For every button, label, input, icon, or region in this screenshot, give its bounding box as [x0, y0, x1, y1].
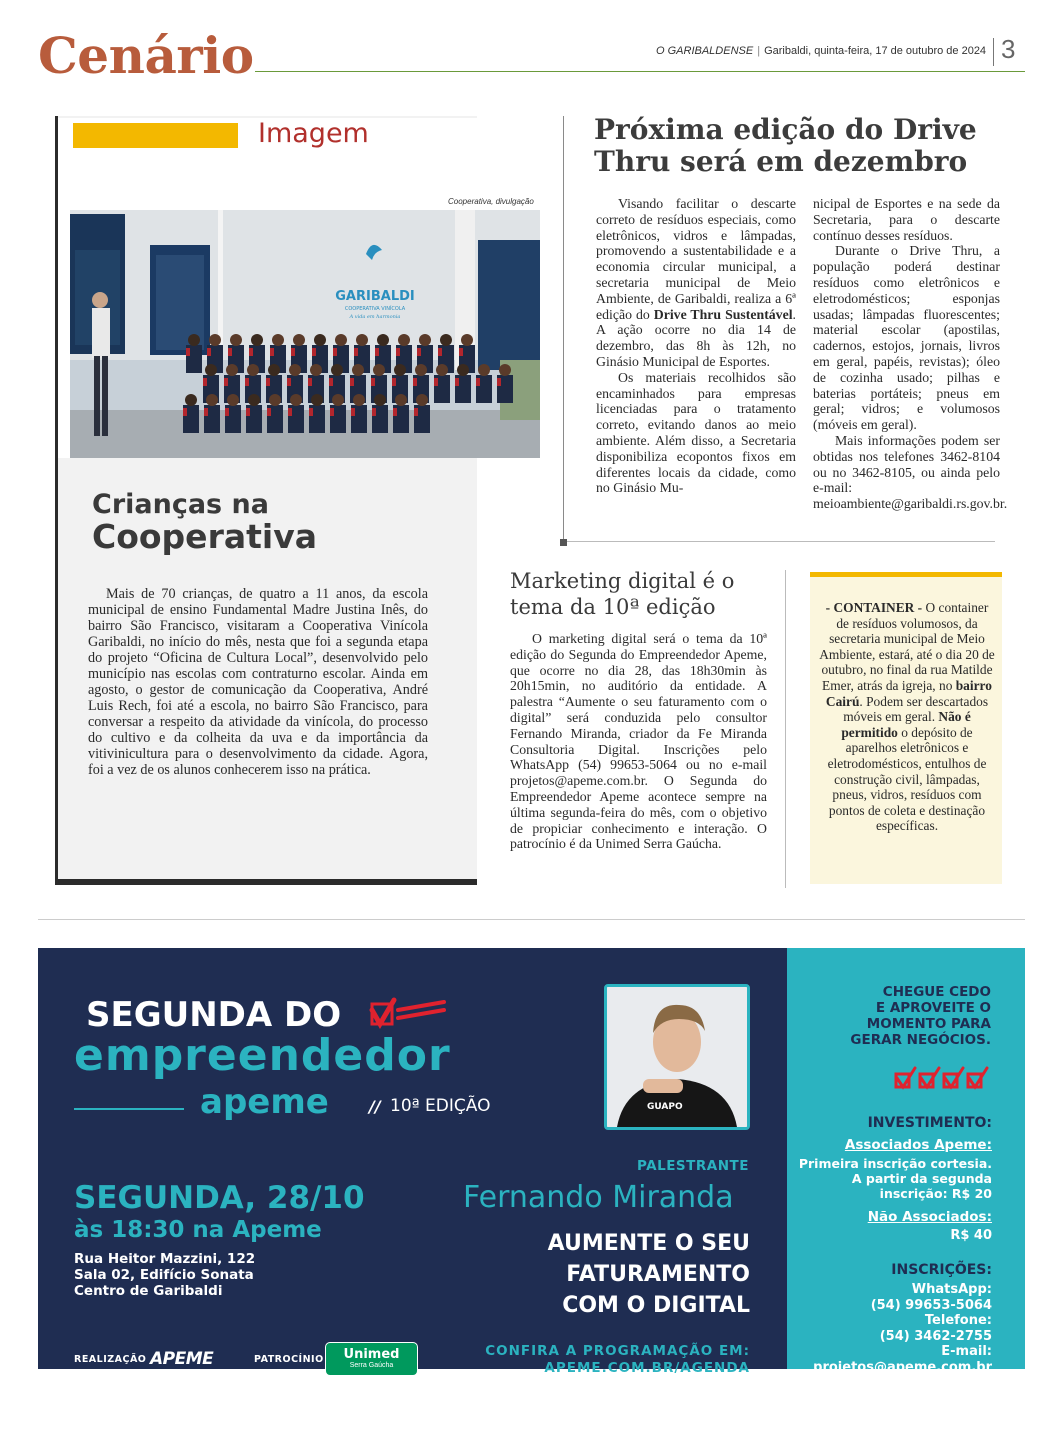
drive-paragraph-3: nicipal de Esportes e na sede da Secretaria, para o descarte contínuo desses resíduos.	[813, 196, 1000, 243]
ad-headline-line1: SEGUNDA DO	[86, 995, 342, 1035]
ad-speaker-name: Fernando Miranda	[463, 1180, 734, 1215]
container-lead: - CONTAINER -	[825, 600, 923, 615]
kids-article-title	[92, 490, 317, 555]
section-title: Cenário	[38, 26, 254, 85]
drive-paragraph-4: Durante o Drive Thru, a população poderá destinar resíduos como eletrônicos e eletrodomésticos; esponjas usadas; lâmpadas fluorescentes; material escolar (apostilas, cadernos, estojos, jornais, livros em geral, papéis, revistas); óleo de cozinha usado; pilhas e baterias portáteis; pneus em geral; vidros; e volumosos (móveis em geral).	[813, 243, 1000, 433]
marketing-article-title: Marketing digital é o tema da 10ª edição	[510, 569, 735, 619]
speaker-photo	[604, 984, 750, 1130]
ad-inscricoes-contacts: WhatsApp: (54) 99653-5064 Telefone: (54) 3462-2755 E-mail: projetos@apeme.com.br	[742, 1282, 992, 1375]
ad-nao-associados-price: R$ 40	[950, 1228, 992, 1243]
photo-sign-subtext: COOPERATIVA VINÍCOLA	[344, 306, 406, 312]
image-section-label: Imagem	[258, 118, 369, 149]
drive-article-title: Próxima edição do Drive Thru será em dezembro	[594, 113, 977, 178]
page-number: 3	[1001, 34, 1016, 64]
ad-nao-associados-label: Não Associados:	[867, 1209, 992, 1225]
ad-slash: //	[369, 1097, 381, 1116]
ad-realizacao-label: REALIZAÇÃO	[74, 1354, 147, 1365]
drive-bottom-rule	[563, 541, 995, 542]
container-rule	[785, 570, 786, 888]
ad-patrocinio-label: PATROCÍNIO	[254, 1354, 324, 1365]
ad-edition: 10ª EDIÇÃO	[390, 1096, 491, 1116]
container-note-text: - CONTAINER - O container de resíduos volumosos, da secretaria municipal de Meio Ambiente, estará, até o dia 20 de outubro, no final da rua Matilde Emer, atrás da igreja, no bairro Cairú. Podem ser descartados móveis em geral. Não é permitido o depósito de aparelhos eletrônicos e eletrodomésticos, entulhos de construção civil, lâmpadas, pneus, vidros, resíduos com pontos de coleta e destinação específicas.	[819, 600, 995, 834]
cooperative-photo	[70, 210, 540, 458]
ad-accent-line	[74, 1108, 184, 1110]
dateline: Garibaldi, quinta-feira, 17 de outubro de 2024	[764, 45, 987, 57]
newspaper-name: O GARIBALDENSE	[656, 45, 754, 57]
header-meta: O GARIBALDENSE | Garibaldi, quinta-feira, 17 de outubro de 2024	[656, 45, 987, 57]
drive-column-1	[596, 196, 796, 496]
kids-title-line2: Cooperativa	[92, 517, 317, 557]
drive-column-2	[813, 196, 1008, 512]
ad-headline-line2: empreendedor	[74, 1030, 451, 1081]
ad-telefone[interactable]: (54) 3462-2755	[879, 1328, 992, 1344]
kids-title-line1: Crianças na	[92, 489, 269, 520]
ad-address: Rua Heitor Mazzini, 122 Sala 02, Edifício Sonata Centro de Garibaldi	[74, 1251, 256, 1299]
speaker-shirt-text: GUAPO	[647, 1102, 683, 1112]
ad-inscricoes-label: INSCRIÇÕES:	[891, 1262, 992, 1278]
page-divider	[38, 919, 1025, 920]
drive-paragraph-1: Visando facilitar o descarte correto de resíduos especiais, como eletrônicos, vidros e lâmpadas, promovendo a sustentabilidade e a economia circular municipal, a secretaria municipal de Meio Ambiente, de Garibaldi, realiza a 6ª edição do Drive Thru Sustentável. A ação ocorre no dia 14 de dezembro, das 8h às 12h, no Ginásio Municipal de Esportes.	[596, 196, 796, 369]
drive-vertical-rule	[563, 116, 564, 544]
cooperative-photo-drawing	[70, 210, 540, 458]
ad-time: às 18:30 na Apeme	[74, 1217, 322, 1243]
photo-sign-text: GARIBALDI	[335, 289, 415, 304]
checkmarks-icon	[893, 1066, 993, 1095]
drive-event-name: Drive Thru Sustentável	[653, 306, 793, 322]
drive-paragraph-2: Os materiais recolhidos são encaminhados para empresas licenciadas para o tratamento correto, evitando danos ao meio ambiente. Além disso, a Secretaria disponibiliza ecopontos fixos em diferentes locais da cidade, como no Ginásio Mu-	[596, 369, 796, 496]
ad-whatsapp[interactable]: (54) 99653-5064	[870, 1297, 992, 1313]
drive-corner-mark	[560, 539, 567, 546]
ad-right-headline: CHEGUE CEDO E APROVEITE O MOMENTO PARA GERAR NEGÓCIOS.	[850, 984, 991, 1048]
ad-email[interactable]: projetos@apeme.com.br	[813, 1359, 992, 1375]
ad-palestrante-label: PALESTRANTE	[637, 1158, 749, 1174]
ad-agenda-link[interactable]: CONFIRA A PROGRAMAÇÃO EM: APEME.COM.BR/AGENDA	[485, 1343, 750, 1376]
ad-headline-line3: apeme	[200, 1082, 329, 1122]
ad-date: SEGUNDA, 28/10	[74, 1180, 365, 1216]
unimed-logo: Unimed Serra Gaúcha	[325, 1342, 418, 1376]
ad-associados-label: Associados Apeme:	[844, 1137, 992, 1153]
header-rule	[255, 71, 1025, 72]
drive-paragraph-5: Mais informações podem ser obtidas nos telefones 3462-8104 ou no 3462-8105, ou ainda pelo e-mail: meioambiente@garibaldi.rs.gov.br.	[813, 432, 1008, 512]
ad-associados-price: Primeira inscrição cortesia. A partir da segunda inscrição: R$ 20	[798, 1156, 992, 1201]
kids-article-body: Mais de 70 crianças, de quatro a 11 anos, da escola municipal de ensino Fundamental Madre Justina Inês, do bairro São Francisco, visitaram a Cooperativa Vinícola Garibaldi, no início do mês, nesta que foi a segunda etapa do projeto “Oficina de Cultura Local”, desenvolvido pelo município nas escolas com contraturno escolar. Ainda em agosto, o gestor de comunicação da Cooperativa, André Luis Rech, foi até a escola, no bairro São Francisco, para conversar a respeito da atividade da vinícola, do processo do cultivo e da colheita da uva e da importância da vitivinicultura para o desenvolvimento da cidade. Agora, foi a vez de os alunos conhecerem isso na prática.	[88, 586, 428, 778]
apeme-logo: APEME	[150, 1349, 214, 1369]
photo-sign-tagline: A vida em harmonia	[349, 314, 401, 320]
photo-credit: Cooperativa, divulgação	[448, 197, 534, 206]
speaker-portrait	[607, 987, 747, 1127]
image-accent-bar	[73, 123, 238, 148]
ad-investimento-label: INVESTIMENTO:	[867, 1115, 992, 1131]
marketing-article-body: O marketing digital será o tema da 10ª edição do Segunda do Empreendedor Apeme, que ocorre no dia 28, das 18h30min às 20h15min, no auditório da entidade. A palestra “Aumente o seu faturamento com o digital” será conduzida pelo consultor Fernando Miranda, criador da Fe Miranda Consultoria Digital. Inscrições pelo WhatsApp (54) 99653-5064 ou no e-mail projetos@apeme.com.br. O Segunda do Empreendedor Apeme acontece sempre na última segunda-feira do mês, com o objetivo de propiciar conhecimento e interação. O patrocínio é da Unimed Serra Gaúcha.	[510, 631, 767, 852]
ad-talk-title: AUMENTE O SEU FATURAMENTO COM O DIGITAL	[547, 1231, 750, 1318]
page-number-divider	[993, 38, 994, 66]
